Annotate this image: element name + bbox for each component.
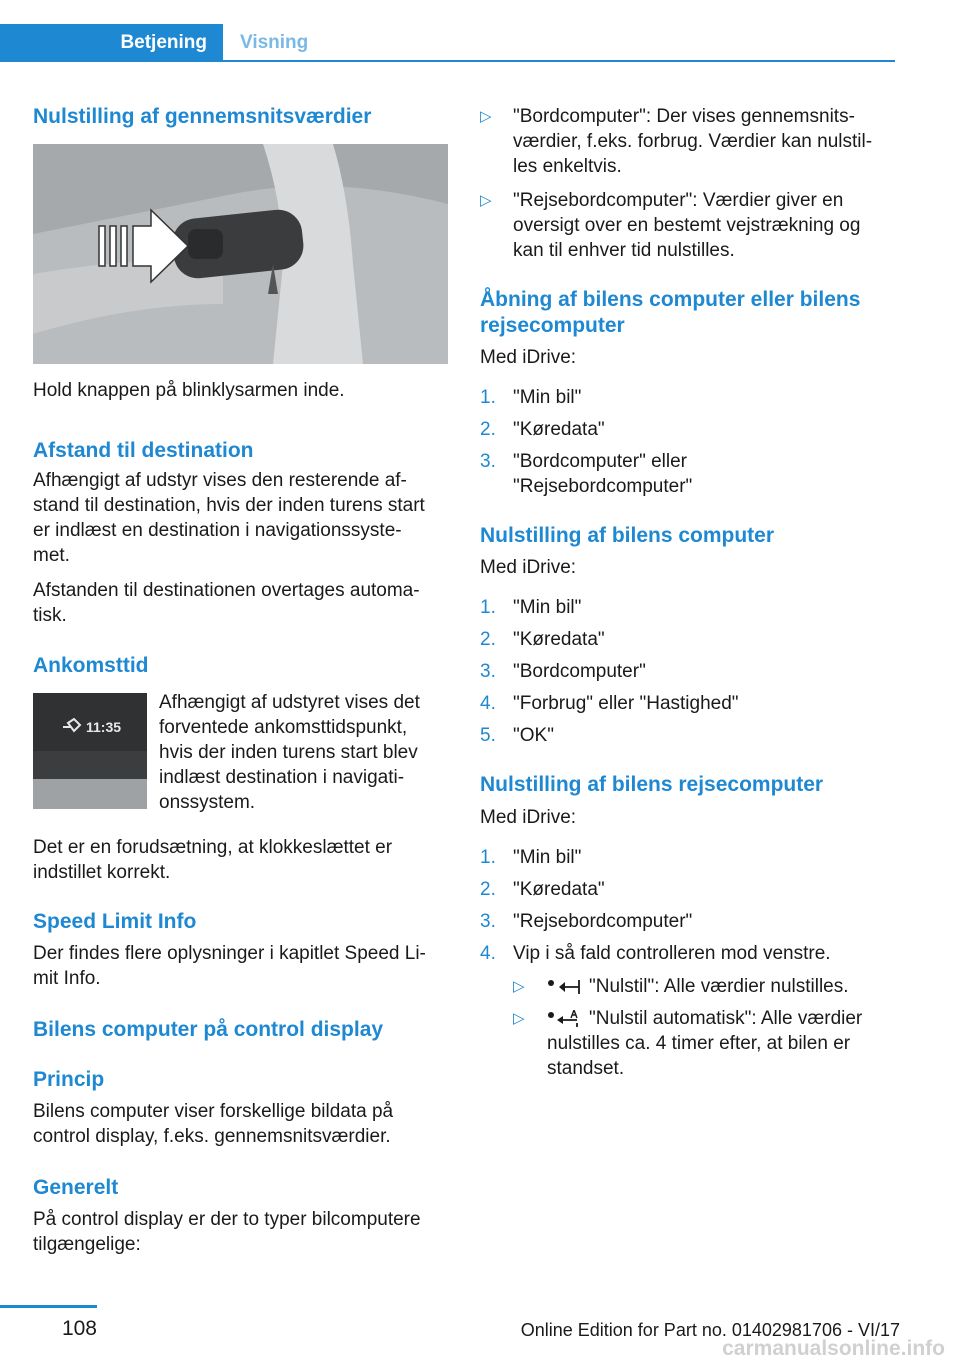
text-line: indstillet korrekt. [33,862,171,883]
list-text: "Bordcomputer" [513,661,646,682]
text-line: Det er en forudsætning, at klokkeslættet er [33,837,393,858]
text-line: Afhængigt af udstyr vises den resterende af‐ [33,470,407,491]
list-number: 3. [480,451,496,472]
text-line: kan til enhver tid nulstilles. [513,240,735,261]
med-idrive-label: Med iDrive: [480,807,577,828]
heading-aabning [480,287,895,339]
text-line: På control display er der to typer bilcomputere [33,1209,421,1230]
text-line: met. [33,545,70,566]
princip-paragraph [33,1099,453,1149]
heading-afstand: Afstand til destination [33,439,254,462]
list-text: "Rejsebordcomputer" [513,476,693,497]
list-text: "Min bil" [513,387,582,408]
heading-ankomsttid: Ankomsttid [33,654,149,677]
heading-speed-limit: Speed Limit Info [33,910,197,933]
heading-bilens-computer: Bilens computer på control display [33,1018,384,1041]
text-line: indlæst destination i navigati‐ [159,767,405,788]
text-line: onssystem. [159,792,256,813]
sub-bullet-text [547,1006,897,1081]
text-line: "Nulstil": Alle værdier nulstilles. [589,976,849,997]
list-text: "Køredata" [513,419,605,440]
list-text: "Bordcomputer" eller [513,451,688,472]
list-number: 2. [480,419,496,440]
heading-nulstilling-bilens-computer: Nulstilling af bilens computer [480,524,775,547]
text-line: les enkeltvis. [513,156,622,177]
ankomst-paragraph-2 [33,835,453,885]
list-number: 5. [480,725,496,746]
list-number: 2. [480,879,496,900]
page-number: 108 [61,1317,97,1340]
text-line: control display, f.eks. gennemsnitsværdier. [33,1126,391,1147]
sub-bullet-text [547,974,897,999]
text-line: Der findes flere oplysninger i kapitlet Speed Li‐ [33,943,426,964]
list-number: 1. [480,847,496,868]
text-line: hvis der inden turens start blev [159,742,418,763]
stalk-button-image [33,144,448,364]
list-number: 1. [480,597,496,618]
tab-betjening[interactable]: Betjening [0,24,223,62]
text-line: Afhængigt af udstyret vises det [159,692,420,713]
header-bar [0,24,895,62]
text-line: værdier, f.eks. forbrug. Værdier kan nulstil‐ [513,131,873,152]
text-line: Bilens computer viser forskellige bildata på [33,1101,394,1122]
text-line: "Rejsebordcomputer": Værdier giver en [513,190,844,211]
list-text: "Rejsebordcomputer" [513,911,693,932]
edition-info: Online Edition for Part no. 01402981706 - VI/17 [520,1320,900,1340]
text-line: standset. [547,1058,625,1079]
text-line: mit Info. [33,968,101,989]
photo-caption: Hold knappen på blinklysarmen inde. [33,380,345,401]
text-line: Afstanden til destinationen overtages automa‐ [33,580,420,601]
list-number: 1. [480,387,496,408]
heading-generelt: Generelt [33,1176,119,1199]
list-text: "Køredata" [513,629,605,650]
speed-paragraph [33,941,453,991]
list-text: Vip i så fald controlleren mod venstre. [513,943,831,964]
list-number: 3. [480,911,496,932]
heading-line: Åbning af bilens computer eller bilens [480,288,861,311]
text-line: tilgængelige: [33,1234,141,1255]
text-line: forventede ankomsttidspunkt, [159,717,408,738]
afstand-paragraph-1 [33,468,453,568]
text-line: stand til destination, hvis der inden turens start [33,495,425,516]
heading-nulstilling: Nulstilling af gennemsnitsværdier [33,105,372,128]
text-line: er indlæst en destination i navigationssyste‐ [33,520,402,541]
med-idrive-label: Med iDrive: [480,347,577,368]
bullet-text [513,188,903,263]
list-number: 3. [480,661,496,682]
list-number: 4. [480,693,496,714]
bullet-icon: ▷ [480,108,492,125]
bullet-text [513,104,903,179]
heading-line: rejsecomputer [480,314,625,337]
reset-icon [547,978,583,996]
screen-illustration [33,693,147,809]
heading-princip: Princip [33,1068,105,1091]
watermark: carmanualsonline.info [722,1337,945,1360]
footer-accent-line [0,1305,97,1308]
bullet-icon: ▷ [513,978,525,995]
auto-reset-icon [547,1010,583,1028]
list-text: "OK" [513,725,554,746]
list-number: 2. [480,629,496,650]
list-text: "Forbrug" eller "Hastighed" [513,693,739,714]
list-text: "Køredata" [513,879,605,900]
stalk-illustration [33,144,448,364]
arrival-time-screen-image [33,693,147,809]
text-line: "Bordcomputer": Der vises gennemsnits‐ [513,106,855,127]
med-idrive-label: Med iDrive: [480,557,577,578]
list-text: "Min bil" [513,597,582,618]
text-line: oversigt over en bestemt vejstrækning og [513,215,861,236]
bullet-icon: ▷ [513,1010,525,1027]
text-line: tisk. [33,605,67,626]
list-text: "Min bil" [513,847,582,868]
ankomst-paragraph [159,690,459,815]
tab-visning[interactable]: Visning [240,32,309,53]
bullet-icon: ▷ [480,192,492,209]
afstand-paragraph-2 [33,578,453,628]
screen-time: 11:35 [86,719,122,735]
list-number: 4. [480,943,496,964]
heading-nulstilling-rejsecomputer: Nulstilling af bilens rejsecomputer [480,773,824,796]
generelt-paragraph [33,1207,453,1257]
text-line: nulstilles ca. 4 timer efter, at bilen er [547,1033,851,1054]
text-line: "Nulstil automatisk": Alle værdier [589,1008,863,1029]
